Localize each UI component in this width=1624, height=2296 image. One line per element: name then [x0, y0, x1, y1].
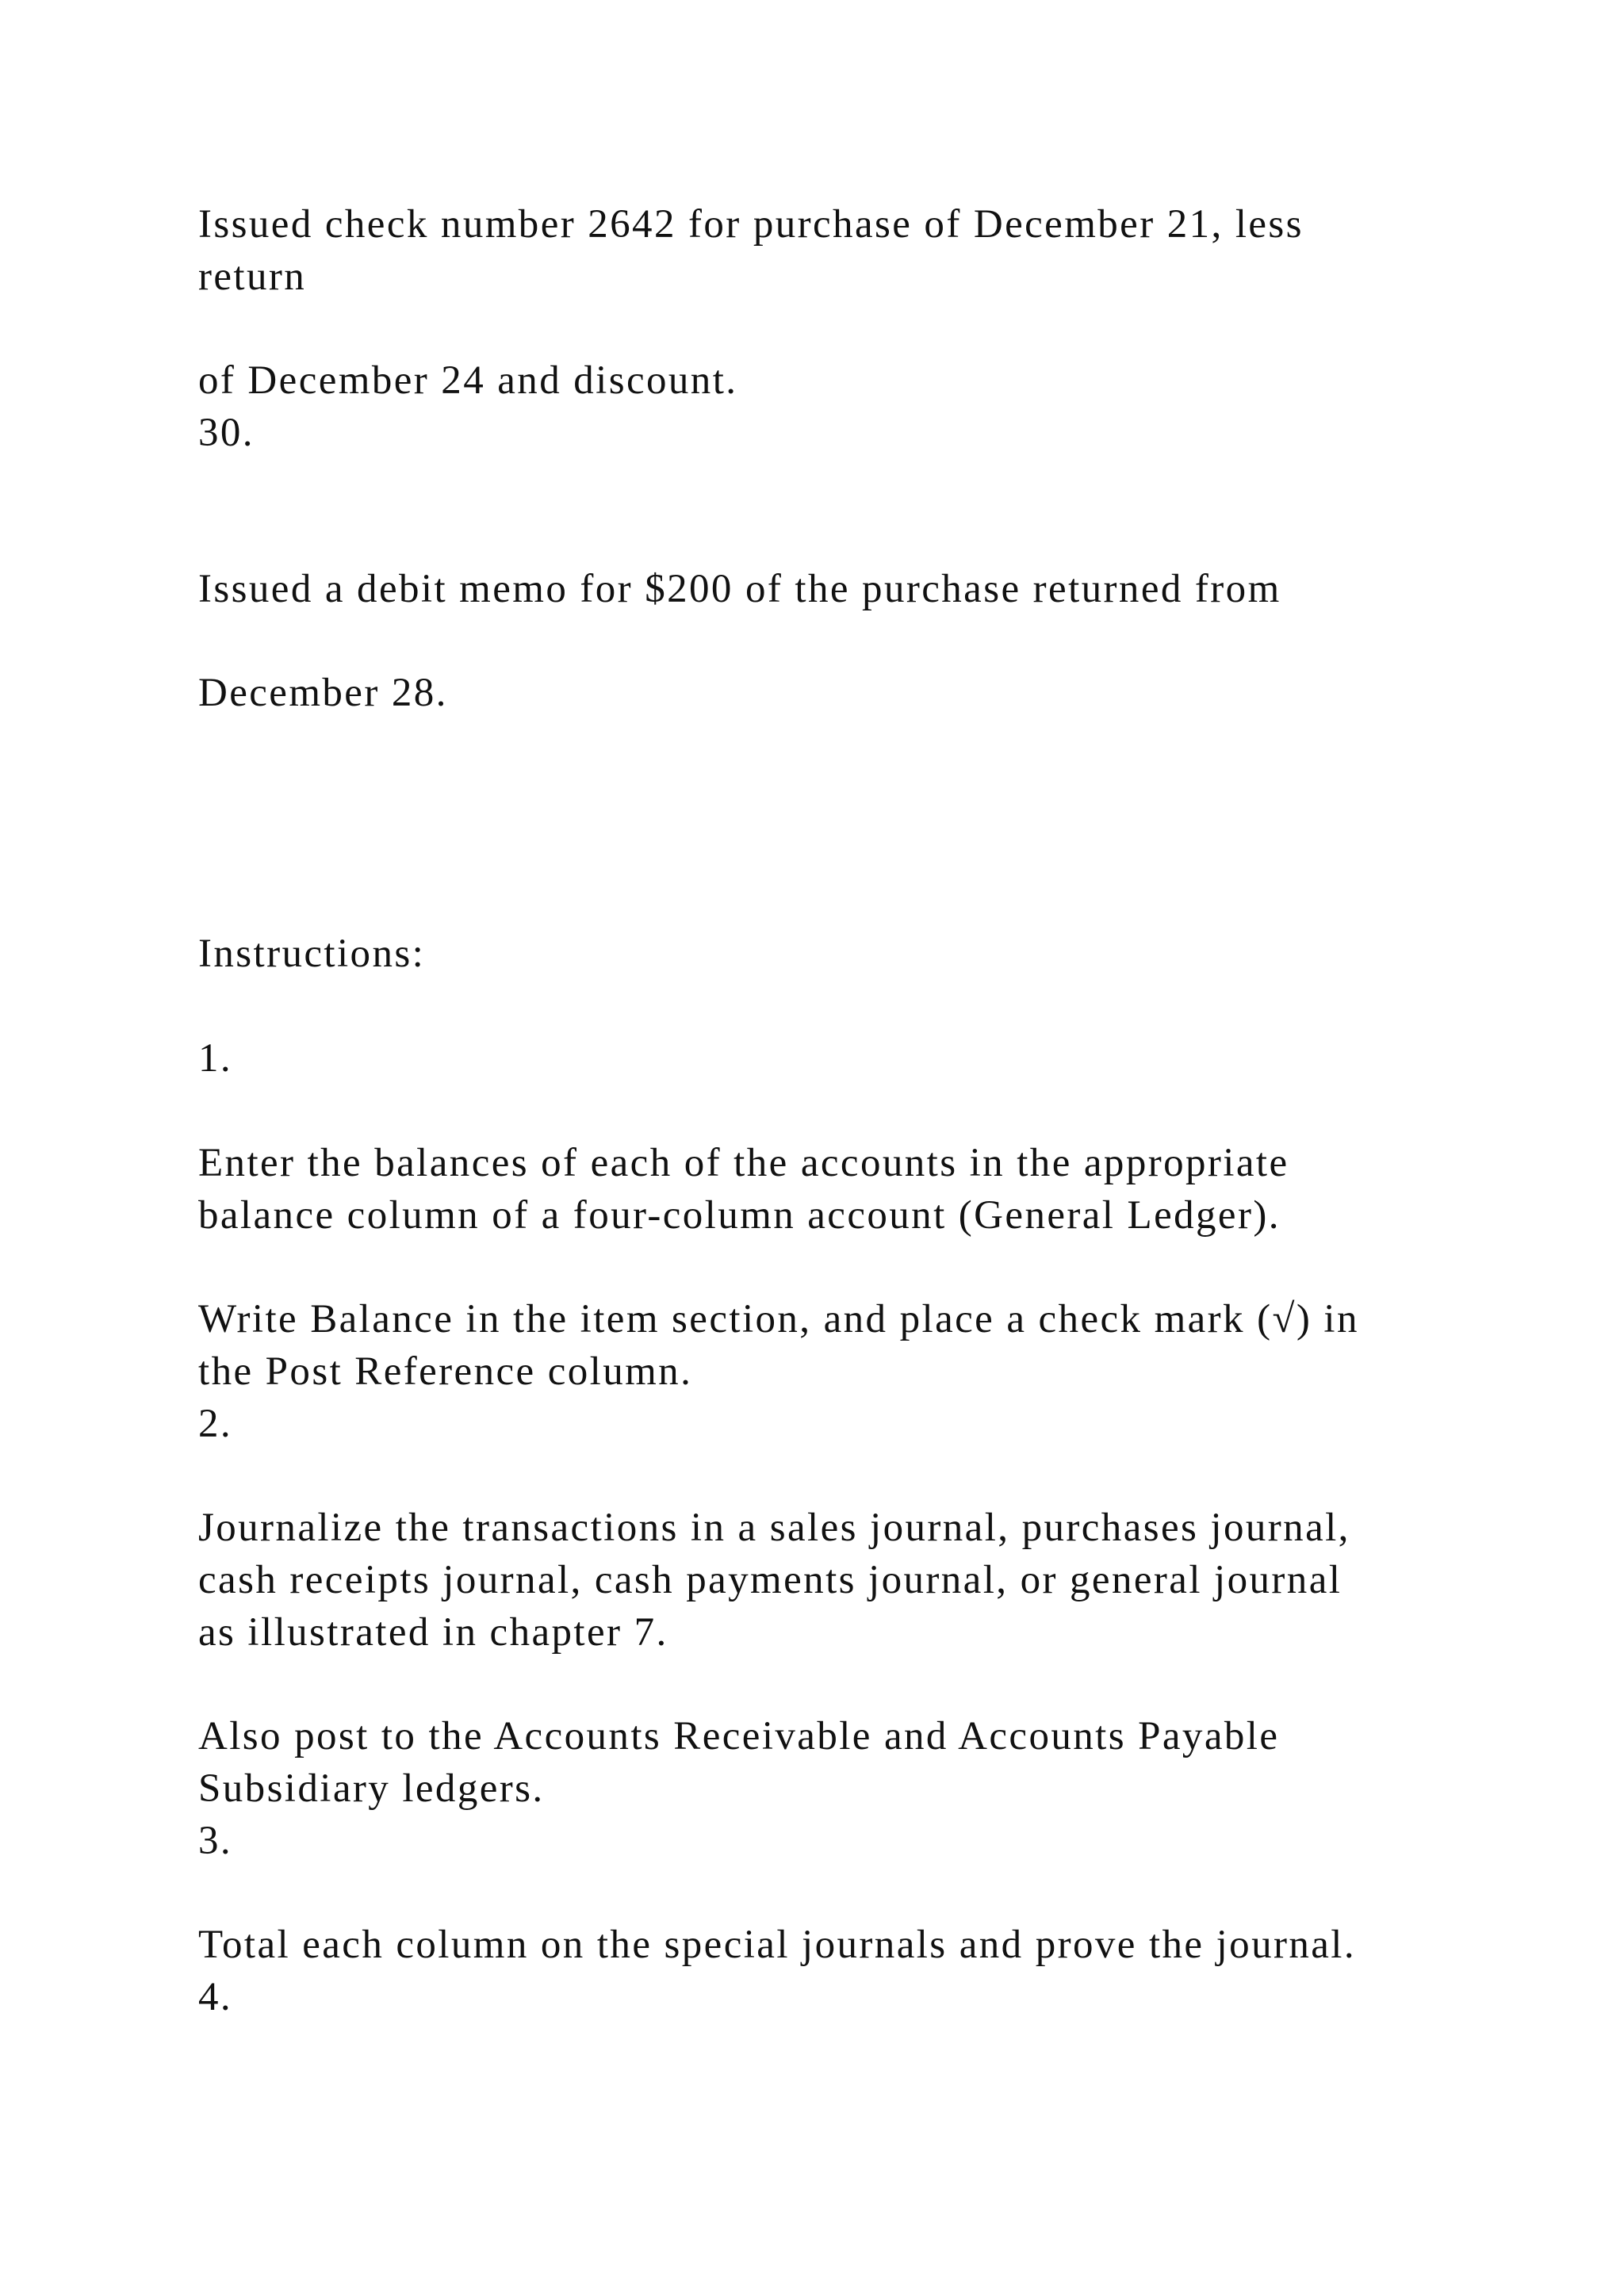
list-number: 3. — [198, 1819, 233, 1863]
text-line: balance column of a four-column account (General Ledger). — [198, 1193, 1281, 1238]
text-line: Write Balance in the item section, and place a check mark (√) in — [198, 1297, 1359, 1341]
text-line: Journalize the transactions in a sales journal, purchases journal, — [198, 1506, 1350, 1550]
section-heading: Instructions: — [198, 932, 426, 976]
text-line: cash receipts journal, cash payments journal, or general journal — [198, 1558, 1342, 1602]
text-line: of December 24 and discount. — [198, 358, 738, 403]
text-line: Issued check number 2642 for purchase of December 21, less — [198, 202, 1304, 247]
text-line: Also post to the Accounts Receivable and Accounts Payable — [198, 1714, 1280, 1758]
text-line: Enter the balances of each of the accounts in the appropriate — [198, 1141, 1289, 1185]
text-line: return — [198, 254, 307, 299]
text-line: Issued a debit memo for $200 of the purchase returned from — [198, 567, 1281, 611]
text-line: December 28. — [198, 671, 448, 715]
text-line: as illustrated in chapter 7. — [198, 1610, 668, 1655]
list-number: 1. — [198, 1036, 233, 1081]
list-number: 2. — [198, 1402, 233, 1446]
list-number: 4. — [198, 1975, 233, 2019]
text-line: 30. — [198, 411, 255, 455]
text-line: Total each column on the special journals and prove the journal. — [198, 1923, 1357, 1967]
text-line: Subsidiary ledgers. — [198, 1766, 545, 1811]
text-line: the Post Reference column. — [198, 1349, 693, 1394]
